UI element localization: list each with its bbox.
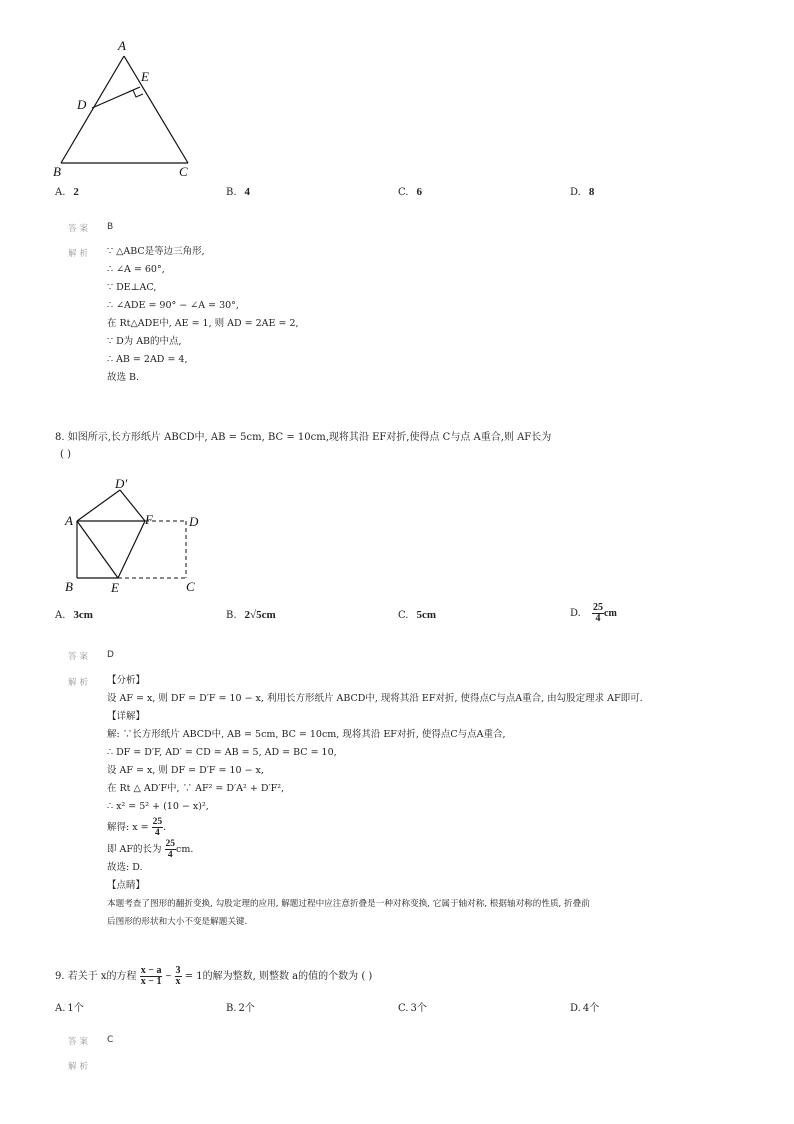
fraction-denominator: x − 1: [140, 976, 162, 987]
option-letter: D.: [570, 187, 581, 198]
q7-answer: B: [107, 222, 114, 232]
label-d: D: [189, 514, 199, 529]
solution-line: 【详解】: [107, 711, 146, 722]
option-letter: A.: [55, 187, 66, 198]
q7-option-d[interactable]: [570, 186, 594, 198]
option-letter: B.: [226, 1003, 237, 1014]
option-letter: A.: [55, 1003, 66, 1014]
solution-line: 设 AF = x, 则 DF = D′F = 10 − x,: [107, 765, 264, 776]
solution-line: 解: ∵长方形纸片 ABCD中, AB = 5cm, BC = 10cm, 现将其沿 EF对折, 使得点C与点A重合,: [107, 729, 506, 740]
option-letter: C.: [398, 1003, 409, 1014]
q7-option-a[interactable]: [55, 186, 79, 198]
stem-suffix: = 1的解为整数, 则整数 a的值的个数为 ( ): [184, 971, 373, 982]
option-value: 1个: [67, 1003, 84, 1014]
q9-answer: C: [107, 1035, 114, 1045]
q8-tip-title: 【点睛】: [107, 880, 146, 891]
solution-line: 在 Rt △ AD′F中, ∵ AF² = D′A² + D′F²,: [107, 783, 285, 794]
option-letter: D.: [570, 608, 581, 619]
fraction-denominator: x: [175, 976, 181, 987]
solution-line: 【分析】: [107, 675, 146, 686]
q9-fraction-2: [175, 966, 182, 987]
q8-option-d[interactable]: [570, 603, 617, 624]
q8-solve-line: [107, 817, 166, 838]
q8-answer: D: [107, 650, 114, 660]
q8-tip-line: 后图形的形状和大小不变是解题关键.: [107, 917, 248, 927]
question-text: 如图所示,长方形纸片 ABCD中, AB = 5cm, BC = 10cm,现将其沿 EF对折,使得点 C与点 A重合,则 AF长为: [67, 432, 552, 443]
q7-option-b[interactable]: [226, 186, 250, 198]
solution-line: ∴ AB = 2AD = 4,: [107, 354, 188, 365]
option-letter: B.: [226, 610, 237, 621]
option-letter: A.: [55, 610, 66, 621]
option-value: 4个: [582, 1003, 600, 1014]
option-letter: C.: [398, 610, 409, 621]
option-value: 6: [416, 186, 422, 198]
fraction-denominator: 4: [167, 850, 173, 860]
q8-af-line: [107, 839, 193, 860]
label-b: B: [53, 164, 61, 179]
label-e: E: [111, 580, 119, 595]
solution-line: ∴ DF = D′F, AD′ = CD = AB = 5, AD = BC = 10,: [107, 747, 337, 758]
af-prefix: 即 AF的长为: [107, 844, 162, 855]
q7-answer-label: 答案: [68, 224, 92, 234]
label-e: E: [141, 69, 149, 84]
fraction-denominator: 4: [154, 828, 160, 838]
fraction-denominator: 4: [595, 613, 601, 624]
option-letter: D.: [570, 1003, 581, 1014]
label-d: D: [77, 97, 87, 112]
solution-line: ∴ ∠A = 60°,: [107, 264, 165, 275]
label-c: C: [179, 164, 188, 179]
solution-line: ∵ △ABC是等边三角形,: [107, 246, 205, 257]
q9-analysis-label: 解析: [68, 1062, 92, 1072]
q8-answer-label: 答案: [68, 652, 92, 662]
option-value: 2个: [238, 1003, 255, 1014]
solution-line: ∵ DE⊥AC,: [107, 282, 157, 293]
label-c: C: [186, 579, 195, 594]
option-letter: C.: [398, 187, 409, 198]
q9-fraction-1: [140, 966, 163, 987]
q9-option-d[interactable]: [570, 999, 599, 1014]
label-d-prime: D′: [115, 476, 128, 491]
q9-option-c[interactable]: [398, 999, 427, 1014]
option-fraction: [592, 603, 604, 624]
q8-option-b[interactable]: [226, 609, 276, 621]
af-suffix: cm.: [176, 844, 194, 855]
option-unit: cm: [604, 608, 617, 619]
option-value: 2√5cm: [244, 609, 276, 621]
q7-analysis-label: 解析: [68, 249, 92, 259]
q9-answer-label: 答案: [68, 1037, 92, 1047]
option-value: 3cm: [73, 609, 93, 621]
solve-fraction: [152, 817, 167, 838]
q9-option-a[interactable]: [55, 999, 84, 1014]
label-f: F: [145, 512, 153, 527]
rectangle-fold-figure: [60, 474, 210, 596]
q8-blank: ( ): [60, 449, 71, 460]
q8-option-a[interactable]: [55, 609, 93, 621]
fraction-numerator: 3: [175, 965, 181, 976]
q8-solution: [107, 674, 643, 818]
solution-line: 故选 B.: [107, 372, 140, 383]
solution-line: 设 AF = x, 则 DF = D′F = 10 − x, 利用长方形纸片 ABCD中, 现将其沿 EF对折, 使得点C与点A重合, 由勾股定理求 AF即可.: [107, 693, 643, 704]
fraction-numerator: 25: [593, 602, 604, 613]
option-value: 5cm: [416, 609, 437, 621]
q8-analysis-label: 解析: [68, 678, 92, 688]
q8-tip-line: 本题考查了图形的翻折变换, 勾股定理的应用, 解题过程中应注意折叠是一种对称变换, 它属于轴对称, 根据轴对称的性质, 折叠前: [107, 899, 590, 909]
option-value: 2: [73, 186, 79, 198]
q8-choose: 故选: D.: [107, 862, 143, 873]
option-value: 4: [244, 186, 251, 198]
fraction-numerator: x − a: [140, 965, 162, 976]
triangle-abc-figure: [50, 36, 200, 182]
q7-option-c[interactable]: [398, 186, 422, 198]
fraction-numerator: 25: [152, 817, 163, 827]
fraction-numerator: 25: [165, 839, 176, 849]
question-number: 9.: [55, 971, 65, 982]
q7-solution: [107, 245, 299, 389]
solution-line: ∵ D为 AB的中点,: [107, 336, 182, 347]
solve-suffix: .: [163, 822, 167, 833]
q8-stem: [55, 428, 551, 443]
option-value: 3个: [410, 1003, 427, 1014]
af-fraction: [165, 839, 177, 860]
label-a: A: [65, 513, 73, 528]
solve-prefix: 解得: x =: [107, 822, 149, 833]
stem-prefix: 若关于 x的方程: [67, 971, 137, 982]
solution-line: 在 Rt△ADE中, AE = 1, 则 AD = 2AE = 2,: [107, 318, 299, 329]
option-letter: B.: [226, 187, 237, 198]
option-value: 8: [588, 186, 595, 198]
q9-option-b[interactable]: [226, 999, 255, 1014]
q8-option-c[interactable]: [398, 609, 436, 621]
label-b: B: [65, 579, 73, 594]
solution-line: ∴ ∠ADE = 90° − ∠A = 30°,: [107, 300, 239, 311]
q9-stem: [55, 966, 372, 987]
label-a: A: [118, 38, 126, 53]
solution-line: ∴ x² = 5² + (10 − x)²,: [107, 801, 209, 812]
question-number: 8.: [55, 432, 65, 443]
minus-sign: −: [165, 971, 172, 982]
